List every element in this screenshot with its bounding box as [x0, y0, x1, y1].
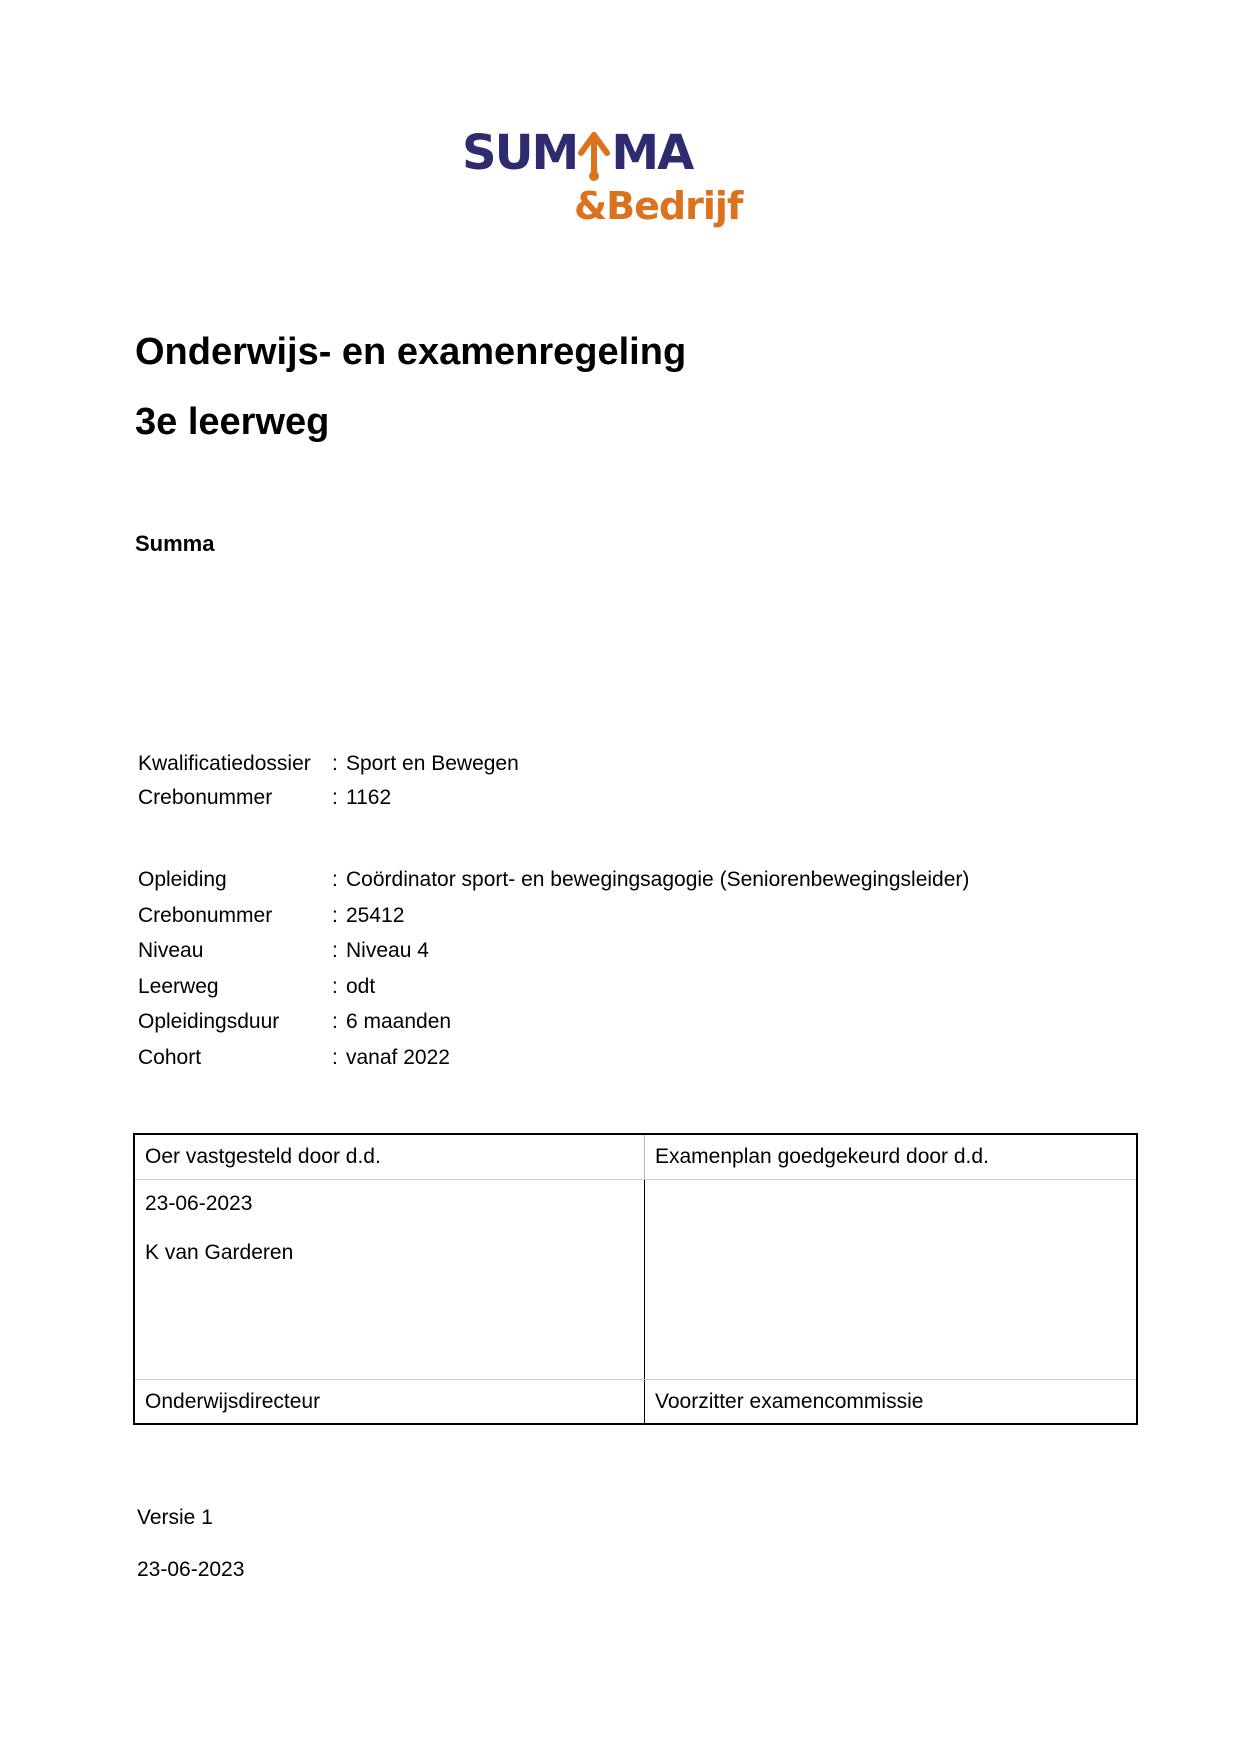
qualification-info-block [138, 747, 519, 815]
info-value: vanaf 2022 [346, 1045, 450, 1069]
info-label: Cohort [138, 1045, 202, 1069]
info-label: Opleiding [138, 868, 227, 891]
info-value: 25412 [346, 903, 405, 927]
info-label: Crebonummer [138, 786, 273, 809]
header-cell-oer: Oer vastgesteld door d.d. [135, 1135, 645, 1179]
approval-table-header-row [135, 1135, 1136, 1180]
summa-bedrijf-logo [462, 125, 762, 228]
colon-separator: : [332, 903, 338, 927]
summa-wordmark [462, 125, 762, 184]
info-value: Niveau 4 [346, 939, 429, 962]
document-title-line1: Onderwijs- en examenregeling [135, 331, 687, 373]
colon-separator: : [332, 752, 338, 775]
info-row [138, 898, 969, 934]
info-value: 1162 [346, 786, 392, 809]
info-row [138, 781, 519, 815]
wordmark-right-text: MA [611, 125, 693, 181]
wordmark-left-text: SUM [462, 125, 578, 181]
info-row [138, 1040, 969, 1076]
colon-separator: : [332, 786, 338, 809]
colon-separator: : [332, 868, 338, 891]
body-cell-right [645, 1180, 1136, 1379]
info-label: Niveau [138, 939, 204, 962]
version-date-text: 23-06-2023 [137, 1558, 245, 1581]
document-title-line2: 3e leerweg [135, 401, 330, 443]
colon-separator: : [332, 1010, 338, 1033]
colon-separator: : [332, 974, 338, 998]
info-row [138, 969, 969, 1005]
info-label: Leerweg [138, 974, 219, 998]
up-arrow-icon [578, 129, 610, 185]
info-row [138, 747, 519, 781]
info-value: Coördinator sport- en bewegingsagogie (Seniorenbewegingsleider) [346, 868, 970, 891]
info-label: Crebonummer [138, 903, 273, 927]
info-value: Sport en Bewegen [346, 752, 519, 775]
approval-table [133, 1133, 1138, 1425]
subbrand-text: &Bedrijf [574, 184, 743, 228]
organization-heading: Summa [135, 531, 215, 556]
approval-date: 23-06-2023 [145, 1192, 253, 1215]
footer-cell-onderwijsdirecteur: Onderwijsdirecteur [135, 1380, 645, 1423]
approval-table-body-row [135, 1180, 1136, 1379]
colon-separator: : [332, 939, 338, 962]
approval-table-footer-row [135, 1379, 1136, 1423]
info-label: Opleidingsduur [138, 1010, 280, 1033]
info-value: 6 maanden [346, 1010, 452, 1033]
program-info-block [138, 862, 969, 1075]
body-cell-left [135, 1180, 645, 1379]
approver-name: K van Garderen [145, 1241, 294, 1264]
info-value: odt [346, 974, 376, 998]
header-cell-examenplan: Examenplan goedgekeurd door d.d. [655, 1145, 989, 1168]
info-row [138, 862, 969, 898]
version-text: Versie 1 [137, 1506, 213, 1529]
info-row [138, 933, 969, 969]
info-label: Kwalificatiedossier [138, 752, 311, 775]
colon-separator: : [332, 1045, 338, 1069]
info-row [138, 1004, 969, 1040]
footer-cell-voorzitter: Voorzitter examencommissie [655, 1389, 924, 1413]
